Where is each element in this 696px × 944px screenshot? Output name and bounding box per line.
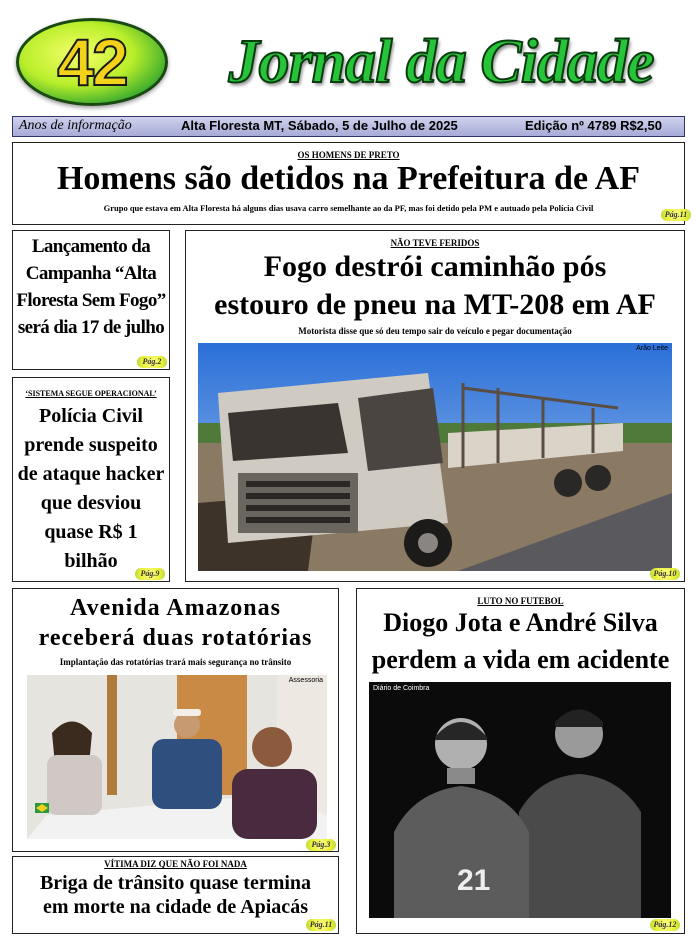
top-story-kicker: OS HOMENS DE PRETO bbox=[297, 150, 400, 160]
fogo-headline-line1[interactable]: Fogo destrói caminhão pós bbox=[263, 250, 607, 283]
fogo-page-ref[interactable]: Pág.10 bbox=[650, 568, 680, 580]
hacker-page-ref[interactable]: Pág.9 bbox=[135, 568, 165, 580]
campanha-headline[interactable]: Lançamento da Campanha “Alta Floresta Sem Fogo” será dia 17 de julho bbox=[16, 236, 166, 338]
jersey-number: 21 bbox=[457, 864, 491, 897]
campanha-box[interactable] bbox=[12, 230, 170, 370]
fogo-summary: Motorista disse que só deu tempo sair do veículo e pegar documentação bbox=[298, 326, 572, 336]
futebol-page-ref[interactable]: Pág.12 bbox=[650, 919, 680, 931]
hacker-box[interactable] bbox=[12, 377, 170, 582]
burned-truck-photo[interactable] bbox=[198, 343, 672, 571]
players-photo[interactable] bbox=[369, 682, 671, 918]
info-bar bbox=[12, 116, 685, 137]
futebol-photo-credit: Diário de Coimbra bbox=[373, 685, 430, 692]
top-story-page-ref[interactable]: Pág.11 bbox=[661, 209, 691, 221]
briga-kicker: VÍTIMA DIZ QUE NÃO FOI NADA bbox=[104, 859, 247, 869]
avenida-headline-line2[interactable]: receberá duas rotatórias bbox=[38, 625, 313, 651]
meeting-image bbox=[27, 675, 327, 839]
briga-headline-line1[interactable]: Briga de trânsito quase termina bbox=[39, 872, 312, 894]
fogo-box[interactable] bbox=[185, 230, 685, 582]
top-story-headline[interactable]: Homens são detidos na Prefeitura de AF bbox=[56, 160, 640, 197]
hacker-kicker: ‘SISTEMA SEGUE OPERACIONAL’ bbox=[25, 389, 157, 398]
edition-price: Edição nº 4789 R$2,50 bbox=[525, 118, 662, 133]
location-date: Alta Floresta MT, Sábado, 5 de Julho de 2025 bbox=[181, 118, 458, 133]
burned-truck-image bbox=[198, 343, 672, 571]
avenida-summary: Implantação das rotatórias trará mais segurança no trânsito bbox=[59, 657, 292, 667]
avenida-headline-line1[interactable]: Avenida Amazonas bbox=[70, 595, 281, 621]
years-label: Anos de informação bbox=[19, 118, 132, 133]
hacker-headline[interactable]: Polícia Civil prende suspeito de ataque hacker que desviou quase R$ 1 bilhão bbox=[17, 405, 165, 572]
futebol-box[interactable] bbox=[356, 588, 685, 934]
campanha-page-ref[interactable]: Pág.2 bbox=[137, 356, 167, 368]
meeting-photo[interactable] bbox=[27, 675, 327, 839]
players-image bbox=[369, 682, 671, 918]
top-story-box[interactable] bbox=[12, 142, 688, 225]
avenida-photo-credit: Assessoria bbox=[288, 677, 323, 684]
fogo-photo-credit: Arão Leite bbox=[636, 345, 668, 352]
fogo-kicker: NÃO TEVE FERIDOS bbox=[390, 238, 480, 248]
briga-headline-line2[interactable]: em morte na cidade de Apiacás bbox=[43, 896, 308, 918]
futebol-headline-line1[interactable]: Diogo Jota e André Silva bbox=[383, 608, 658, 637]
avenida-page-ref[interactable]: Pág.3 bbox=[306, 839, 336, 851]
fogo-headline-line2[interactable]: estouro de pneu na MT-208 em AF bbox=[214, 288, 656, 321]
futebol-kicker: LUTO NO FUTEBOL bbox=[477, 596, 564, 606]
futebol-headline-line2[interactable]: perdem a vida em acidente bbox=[371, 645, 670, 674]
avenida-box[interactable] bbox=[12, 588, 339, 852]
top-story-summary: Grupo que estava em Alta Floresta há alguns dias usava carro semelhante ao da PF, mas foi detido pela PM e autuado pela Polícia Civil bbox=[103, 203, 594, 213]
years-number: 42 bbox=[57, 25, 127, 99]
briga-page-ref[interactable]: Pág.11 bbox=[306, 919, 336, 931]
briga-box[interactable] bbox=[12, 856, 339, 934]
newspaper-title: Jornal da Cidade bbox=[228, 28, 654, 96]
